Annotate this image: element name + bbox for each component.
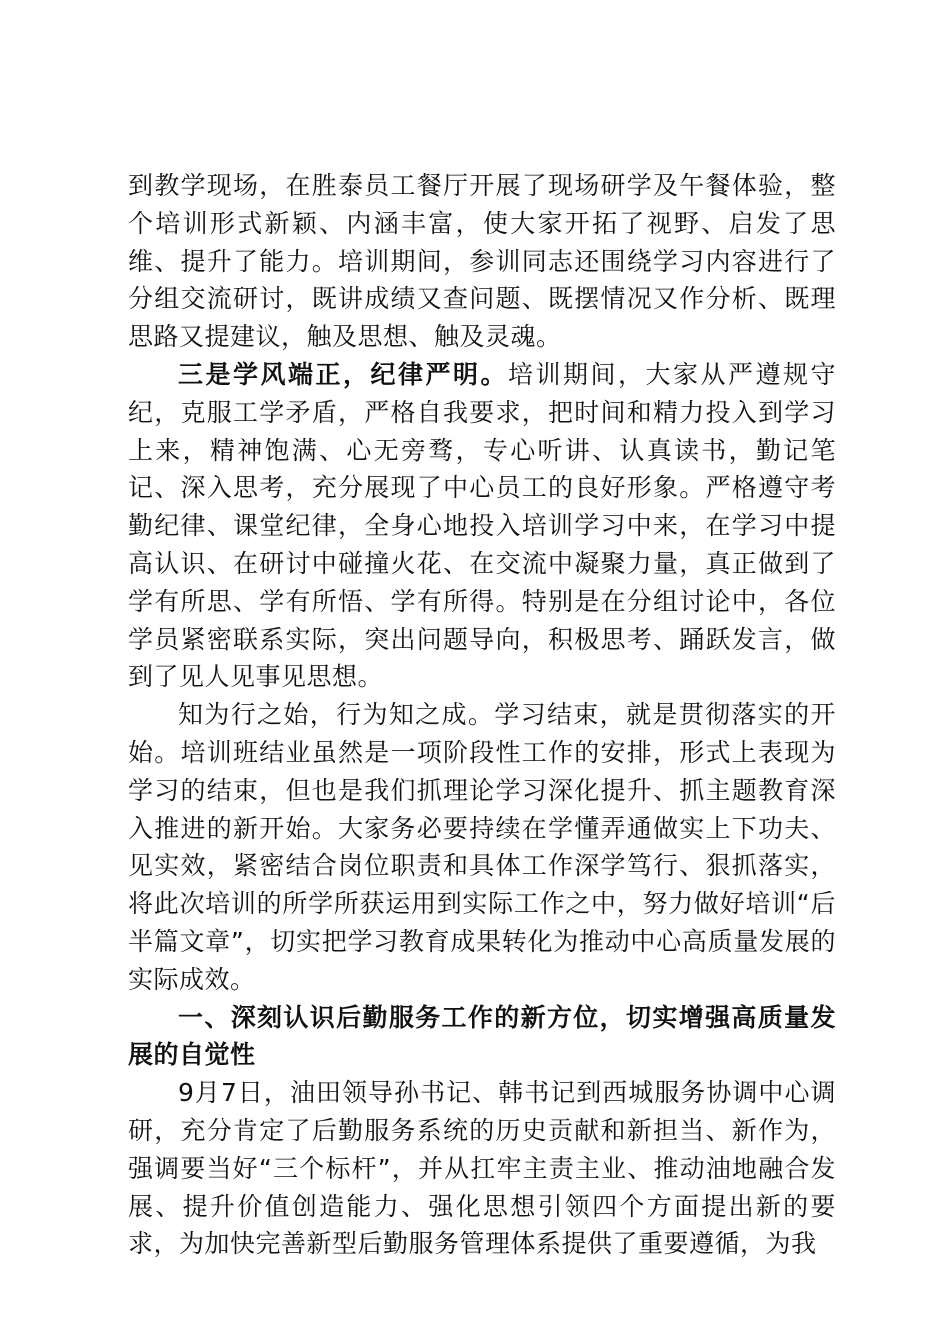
paragraph-text: 培训期间，大家从严遵规守纪，克服工学矛盾，严格自我要求，把时间和精力投入到学习上来，精神饱满、心无旁骛，专心听讲、认真读书，勤记笔记、深入思考，充分展现了中心员工的良好形象。严格遵守考勤纪律、课堂纪律，全身心地投入培训学习中来，在学习中提高认识、在研讨中碰撞火花、在交流中凝聚力量，真正做到了学有所思、学有所悟、学有所得。特别是在分组讨论中，各位学员紧密联系实际，突出问题导向，积极思考、踊跃发言，做到了见人见事见思想。 [128,359,836,692]
paragraph-lead-bold: 三是学风端正，纪律严明。 [178,359,508,389]
paragraph-text: 9月7日，油田领导孙书记、韩书记到西城服务协调中心调研，充分肯定了后勤服务系统的历史贡献和新担当、新作为，强调要当好“三个标杆”，并从扛牢主责主业、推动油地融合发展、提升价值创造能力、强化思想引领四个方面提出新的要求，为加快完善新型后勤服务管理体系提供了重要遵循，为我 [128,1078,836,1259]
section-heading-text: 一、深刻认识后勤服务工作的新方位，切实增强高质量发展的自觉性 [128,1002,836,1070]
paragraph-discipline [128,356,836,696]
paragraph-continuation [128,167,836,356]
paragraph-research-visit [128,1074,836,1263]
paragraph-text: 知为行之始，行为知之成。学习结束，就是贯彻落实的开始。培训班结业虽然是一项阶段性工作的安排，形式上表现为学习的结束，但也是我们抓理论学习深化提升、抓主题教育深入推进的新开始。大家务必要持续在学懂弄通做实上下功夫、见实效，紧密结合岗位职责和具体工作深学笃行、狠抓落实，将此次培训的所学所获运用到实际工作之中，努力做好培训“后半篇文章”，切实把学习教育成果转化为推动中心高质量发展的实际成效。 [128,700,836,994]
section-heading [128,999,836,1075]
paragraph-text: 到教学现场，在胜泰员工餐厅开展了现场研学及午餐体验，整个培训形式新颖、内涵丰富，使大家开拓了视野、启发了思维、提升了能力。培训期间，参训同志还围绕学习内容进行了分组交流研讨，既讲成绩又查问题、既摆情况又作分析、既理思路又提建议，触及思想、触及灵魂。 [128,171,836,352]
paragraph-conclusion [128,696,836,998]
document-body [128,167,836,1263]
